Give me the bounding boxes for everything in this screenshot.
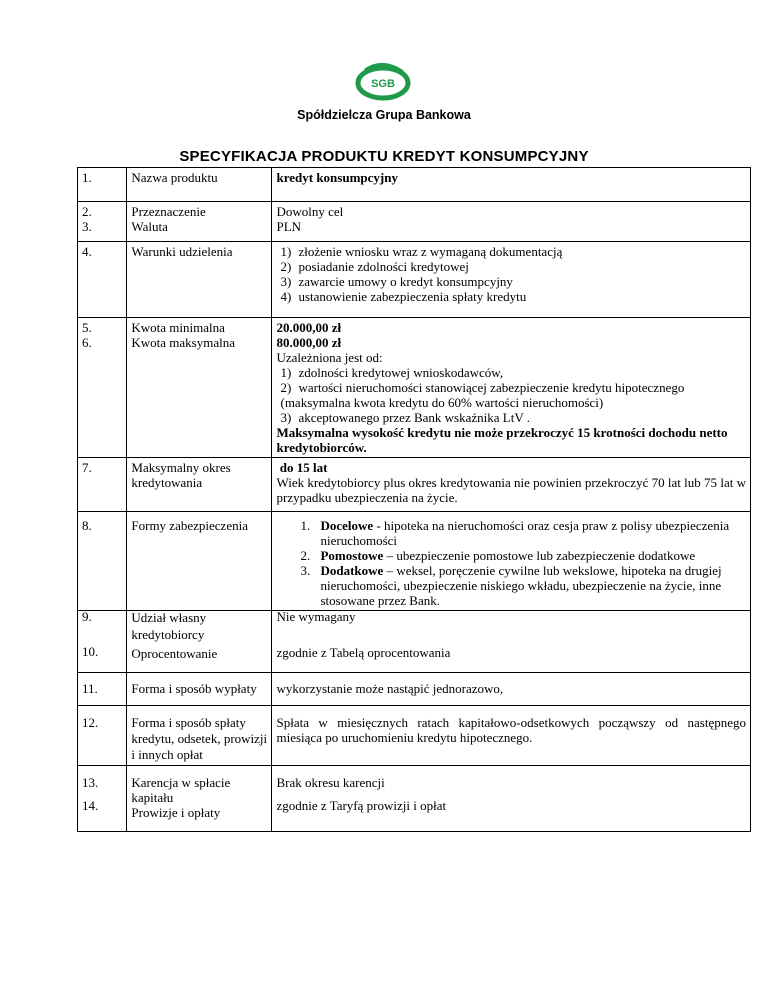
row-label: Maksymalny okres kredytowania [127, 458, 272, 512]
row-label [127, 202, 272, 242]
list-item: 1) złożenie wniosku wraz z wymaganą dokumentacją [280, 244, 563, 259]
row-value [272, 318, 751, 458]
row-value [272, 202, 751, 242]
row-number-14: 14. [82, 798, 99, 813]
row-number-10: 10. [82, 644, 99, 659]
table-row [78, 611, 751, 673]
row-number: 4. [78, 242, 127, 318]
row-value: wykorzystanie może nastąpić jednorazowo, [272, 673, 751, 706]
max-period-value: do 15 lat [276, 460, 328, 475]
row-number: 8. [78, 512, 127, 611]
table-row [78, 318, 751, 458]
list-item: (maksymalna kwota kredytu do 60% wartości nieruchomości) [280, 395, 604, 410]
list-item: 4) ustanowienie zabezpieczenia spłaty kredytu [280, 289, 527, 304]
row-value [272, 458, 751, 512]
value-kwota-minimalna: 20.000,00 zł [276, 320, 342, 335]
label-kwota-minimalna: Kwota minimalna [131, 320, 225, 335]
row-number-2: 2. [82, 204, 92, 219]
label-karencja: Karencja w spłacie kapitału [131, 775, 231, 805]
header-logo [0, 62, 768, 132]
list-item: 2) posiadanie zdolności kredytowej [280, 259, 469, 274]
row-number-13: 13. [82, 775, 99, 790]
value-kwota-maksymalna: 80.000,00 zł [276, 335, 342, 350]
row-number [78, 611, 127, 673]
row-label [127, 766, 272, 832]
row-number-3: 3. [82, 219, 92, 234]
depends-heading: Uzależniona jest od: [276, 350, 383, 365]
row-label [127, 611, 272, 673]
amount-factors-list [276, 365, 746, 425]
row-value: Spłata w miesięcznych ratach kapitałowo-odsetkowych począwszy od następnego miesiąca po uruchomieniu kredytu hipotecznego. [272, 706, 751, 766]
row-label: Warunki udzielenia [127, 242, 272, 318]
logo-caption: Spółdzielcza Grupa Bankowa [297, 108, 471, 122]
label-udzial-wlasny: Udział własny kredytobiorcy [131, 610, 207, 642]
label-waluta: Waluta [131, 219, 168, 234]
row-label: Formy zabezpieczenia [127, 512, 272, 611]
label-kwota-maksymalna: Kwota maksymalna [131, 335, 236, 350]
table-row [78, 202, 751, 242]
document-title: SPECYFIKACJA PRODUKTU KREDYT KONSUMPCYJNY [179, 148, 589, 165]
spec-table [77, 167, 751, 832]
table-row [78, 242, 751, 318]
row-value [272, 242, 751, 318]
row-label: Forma i sposób spłaty kredytu, odsetek, prowizji i innych opłat [127, 706, 272, 766]
row-number-5: 5. [82, 320, 92, 335]
row-value [272, 766, 751, 832]
value-udzial-wlasny: Nie wymagany [276, 609, 356, 624]
value-karencja: Brak okresu karencji [276, 775, 385, 790]
table-row [78, 512, 751, 611]
label-prowizje: Prowizje i opłaty [131, 805, 221, 820]
row-number: 1. [78, 168, 127, 202]
max-amount-note: Maksymalna wysokość kredytu nie może przekroczyć 15 krotności dochodu netto kredytobiorców. [276, 425, 728, 455]
row-value [272, 611, 751, 673]
value-przeznaczenie: Dowolny cel [276, 204, 344, 219]
table-row [78, 766, 751, 832]
logo-mark-text: SGB [371, 78, 395, 90]
row-value: kredyt konsumpcyjny [272, 168, 751, 202]
collateral-list [276, 518, 746, 608]
row-number: 11. [78, 673, 127, 706]
table-row [78, 168, 751, 202]
conditions-list [276, 244, 746, 304]
row-number [78, 766, 127, 832]
row-number [78, 202, 127, 242]
value-prowizje: zgodnie z Taryfą prowizji i opłat [276, 798, 447, 813]
table-row [78, 706, 751, 766]
table-row [78, 458, 751, 512]
row-number [78, 318, 127, 458]
label-oprocentowanie: Oprocentowanie [131, 646, 218, 661]
sgb-logo-icon [355, 62, 411, 102]
row-number: 12. [78, 706, 127, 766]
list-item: 3) akceptowanego przez Bank wskaźnika LtV . [280, 410, 530, 425]
row-number-6: 6. [82, 335, 92, 350]
row-value [272, 512, 751, 611]
row-label: Nazwa produktu [127, 168, 272, 202]
list-item: 1. Docelowe - hipoteka na nieruchomości oraz cesja praw z polisy ubezpieczenia nieruchomości [300, 518, 730, 548]
value-oprocentowanie: zgodnie z Tabelą oprocentowania [276, 645, 451, 660]
table-row [78, 673, 751, 706]
list-item: 2. Pomostowe – ubezpieczenie pomostowe lub zabezpieczenie dodatkowe [300, 548, 696, 563]
row-number-9: 9. [82, 609, 92, 624]
value-waluta: PLN [276, 219, 302, 234]
row-label: Forma i sposób wypłaty [127, 673, 272, 706]
max-period-note: Wiek kredytobiorcy plus okres kredytowania nie powinien przekroczyć 70 lat lub 75 lat w przypadku ubezpieczenia na życie. [276, 475, 746, 505]
list-item: 1) zdolności kredytowej wnioskodawców, [280, 365, 504, 380]
row-number: 7. [78, 458, 127, 512]
list-item: 3) zawarcie umowy o kredyt konsumpcyjny [280, 274, 513, 289]
label-przeznaczenie: Przeznaczenie [131, 204, 206, 219]
row-label [127, 318, 272, 458]
list-item: 3. Dodatkowe – weksel, poręczenie cywilne lub wekslowe, hipoteka na drugiej nieruchomości, ubezpieczenie niskiego wkładu, ubezpieczenie na życie, inne stosowane przez Bank. [300, 563, 722, 608]
list-item: 2) wartości nieruchomości stanowiącej zabezpieczenie kredytu hipotecznego [280, 380, 685, 395]
